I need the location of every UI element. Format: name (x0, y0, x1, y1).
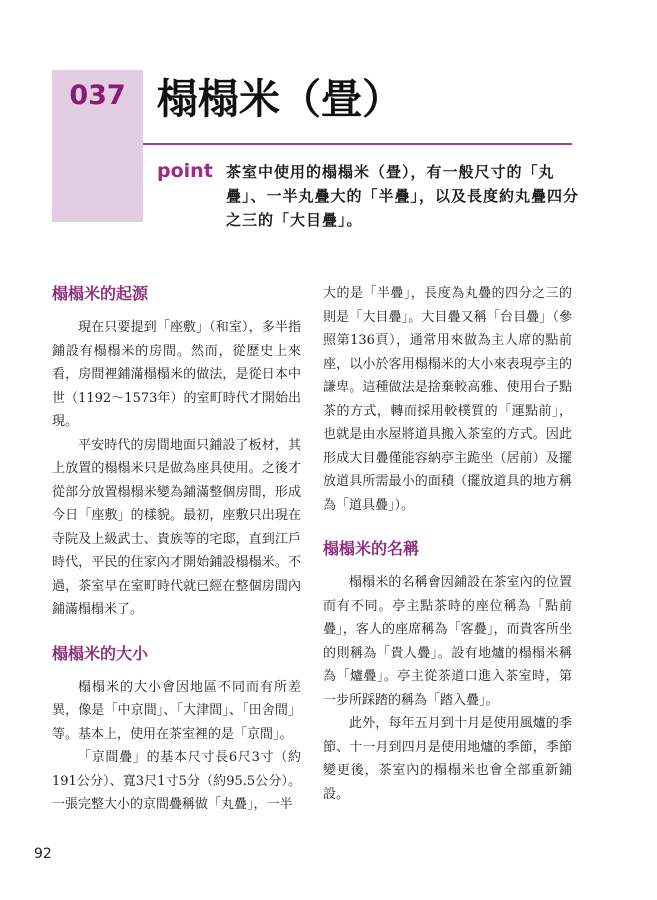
right-column (323, 282, 572, 806)
point-label: point (157, 160, 213, 182)
paragraph: 榻榻米的名稱會因鋪設在茶室內的位置而有不同。亭主點茶時的座位稱為「點前疊」，客人的座席稱為「客疊」，而貴客所坐的則稱為「貴人疊」。設有地爐的榻榻米稱為「爐疊」。亭主從茶道口進入茶室時，第一步所踩踏的稱為「踏入疊」。 (323, 575, 572, 708)
paragraph: 「京間疊」的基本尺寸長6尺3寸（約191公分）、寬3尺1寸5分（約95.5公分）。一張完整大小的京間疊稱做「丸疊」，一半 (52, 750, 301, 812)
title-divider (143, 143, 572, 145)
paragraph-continued: 大的是「半疊」，長度為丸疊的四分之三的則是「大目疊」。大目疊又稱「台目疊」（參照第136頁），通常用來做為主人席的點前座，以小於客用榻榻米的大小來表現亭主的謙卑。這種做法是捨棄較高雅、使用台子點茶的方式，轉而採用較樸質的「運點前」，也就是由水屋將道具搬入茶室的方式。因此形成大目疊僅能容納亭主跪坐（居前）及擺放道具所需最小的面積（擺放道具的地方稱為「道具疊」）。 (323, 286, 572, 513)
page-title: 榻榻米（畳） (157, 75, 403, 123)
point-summary: 茶室中使用的榻榻米（畳），有一般尺寸的「丸疊」、一半丸疊大的「半疊」，以及長度約丸疊四分之三的「大目疊」。 (226, 163, 580, 229)
page-number: 92 (34, 846, 52, 862)
left-column (52, 282, 301, 817)
section-heading-origin: 榻榻米的起源 (52, 284, 149, 303)
chapter-number: 037 (69, 80, 126, 111)
paragraph: 此外，每年五月到十月是使用風爐的季節、十一月到四月是使用地爐的季節，季節變更後，茶室內的榻榻米也會全部重新鋪設。 (323, 716, 572, 802)
paragraph: 平安時代的房間地面只鋪設了板材，其上放置的榻榻米只是做為座具使用。之後才從部分放置榻榻米變為鋪滿整個房間，形成今日「座敷」的樣貌。最初，座敷只出現在寺院及上級武士、貴族等的宅邸，直到江戶時代，平民的住家內才開始鋪設榻榻米。不過，茶室早在室町時代就已經在整個房間內鋪滿榻榻米了。 (52, 437, 301, 617)
section-heading-size: 榻榻米的大小 (52, 643, 149, 663)
paragraph: 榻榻米的大小會因地區不同而有所差異，像是「中京間」、「大津間」、「田舍間」等。基本上，使用在茶室裡的是「京間」。 (52, 679, 301, 742)
chapter-number-box (52, 70, 143, 222)
section-heading-names: 榻榻米的名稱 (323, 539, 420, 558)
paragraph: 現在只要提到「座敷」（和室），多半指鋪設有榻榻米的房間。然而，從歷史上來看，房間裡鋪滿榻榻米的做法，是從日本中世（1192～1573年）的室町時代才開始出現。 (52, 320, 301, 429)
